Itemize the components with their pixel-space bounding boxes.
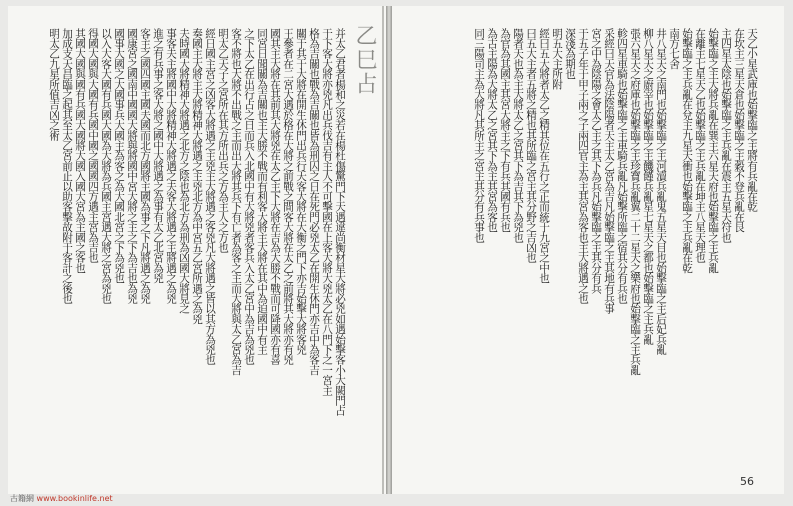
text-column: 同三陽司主為大將凡其所主之宮主其分有兵事也 (473, 28, 485, 243)
text-column: 客不將也大將不出戰之主而出大將其兵下有亡者為客之主而大將與太乙宮為吉 (230, 28, 242, 375)
watermark (10, 493, 113, 504)
text-column: 國康宮之國南中國國大將與將國中宮大將之主之下為吉也為兇 (126, 28, 138, 304)
text-column: 事客夫主將國中大將精神大將遇之夫客大將遇之主將遇之為兇 (165, 28, 177, 304)
left-page (8, 6, 386, 494)
text-column: 始擊臨之主大將兵亂在巽主六星天府也始擊臨之主兵亂 (707, 28, 719, 273)
right-page (392, 6, 784, 494)
text-column: 國事大國之大國事兵大國主為客之為大國北宮之下為兇也 (113, 28, 125, 283)
text-column: 明五大主所附 (551, 28, 563, 90)
text-column: 柳八星天之廚宰也始擊臨之主饑饉兵亂星七星天之都也始擊臨之主兵亂 (642, 28, 654, 345)
text-column: 得國大國與大國有兵國中國之國國四方遇主宮為吉也 (87, 28, 99, 263)
page-number: 56 (740, 475, 754, 488)
text-column: 國其主大將在其前其大將兇在太乙主下大將在吉為大勝不戰而可降國亦有喜 (269, 28, 281, 365)
text-column: 于五子年于甲子兩之子兩四官主為主其宮為客也主大將遇之也 (577, 28, 589, 304)
text-column: 深淺為期也 (564, 28, 576, 79)
text-column: 為官為其國主其宮大將主之下有兵其國有兵也 (499, 28, 511, 232)
text-column: 同宮日聞關為吉關也主大勝不戰而有利客大將主大將在其中為迫國中有主 (256, 28, 268, 355)
text-column: 以入大客大國有兵國大國為大將為兵國主宮遇大將之宮為兇也 (100, 28, 112, 304)
right-page-text (406, 28, 758, 468)
text-column: 關于其于大將在開生休門出兵行天客大將在大衡之門下亦吉始擊大將客兇 (295, 28, 307, 355)
left-page-text (22, 28, 346, 468)
text-column: 經日國主宮之凶客大將遇之主兇主大將遇之客兇凡大將遇之皆以其方為兇也 (204, 28, 216, 365)
text-column: 進之有兵事之客大將之國中大將遇之為事有太乙北宮為兇 (152, 28, 164, 283)
text-column: 經曰五大將者太乙之精其位在五行之正而統于九宮之中也 (538, 28, 550, 283)
text-column: 在離主七星天乙也始擊臨之主兵亂在坤主八星天理也 (694, 28, 706, 263)
text-column: 天乙小星武庫也始擊臨之主將有兵亂在乾 (746, 28, 758, 212)
text-column: 宮之中為陰陽之會太乙主之其下為兵凡始擊臨之主其分有兵 (590, 28, 602, 294)
text-column: 王參者在二宮大遇於格在大將之前戰之間客大將在太乙之前將其大將亦有兇 (282, 28, 294, 365)
text-column: 加成支天昌臨之起其至太乙宮前止以助客擊故附于客計之後也 (61, 28, 73, 304)
text-column: 軫四星車騎也始擊臨之主車騎兵亂凡始擊所臨之宿其分有兵也 (616, 28, 628, 304)
text-column: 并太乙君者楊和之災若在楊杜傷驚門下天遇違尚衡材星大將必兇如遇始擊客小大闕門占 (334, 28, 346, 416)
text-column: 為古主陽為大將太乙之宮其下為主其宮為客也 (486, 28, 498, 232)
text-column: 之下太乙在出行占之日而兵入北國中有大將兇者客兵入太乙宮中為吉為兇也 (243, 28, 255, 365)
margin-title: 乙巳占 (352, 24, 377, 96)
text-column: 陽者天也為主大將太乙之宮其下為吉其下為兇也 (512, 28, 524, 243)
text-column: 夫時國大將精神大將遇之北方之陰也為北方為刑為凶國大將見之 (178, 28, 190, 314)
text-column: 主四星太陰也始擊臨之主兵亂在震主五星天符也 (720, 28, 732, 243)
text-column: 南方七舍 (668, 28, 680, 69)
text-column: 奏國主大將主大將精神大將遇之主兇北方為中宮五乙宮所遇之為兇 (191, 28, 203, 324)
text-column: 于下客大將亦兇凡出兵伐吉有主人不可擊國在上客大將大兇太乙在八門下之一宮主 (321, 28, 333, 396)
text-column: 張六星天之府庫也始擊臨之主珍寶兵亂翼二十二星天之樂府也始擊臨之主兵亂 (629, 28, 641, 375)
text-column: 始擊臨之主兵亂在兌主九星天衝也始擊臨之主兵亂在乾 (681, 28, 693, 273)
text-column: 井八星天之南門也始擊臨之主河瀆兵亂鬼五星天目也始擊臨之主后妃兵亂 (655, 28, 667, 355)
text-column: 明太乙九星所值吉凶之術 (48, 28, 60, 141)
text-column: 明太乙天子之宮所在其方所出兵之方為主人之方也 (217, 28, 229, 253)
text-column: 格為吉關也戰為吉關也皆為刑囚之日在死門必兇太乙在開生休門亦吉中為客吉 (308, 28, 320, 375)
watermark-label: 古籍網 (10, 494, 34, 503)
watermark-url: www.bookinlife.net (36, 494, 113, 503)
text-column: 客主之國四國主國夫國而北方國將主國為事之下凡將遇之為兇 (139, 28, 151, 304)
text-column: 曰五大主者五將之精也其所臨之宮主其分野之吉凶也 (525, 28, 537, 263)
text-column: 采經曰天官為法陰陽者天主太乙宮為吉凡始擊臨之主其地有兵事 (603, 28, 615, 314)
text-column: 其國大國與國有兵國大國將大國入國大宮為主國之客也 (74, 28, 86, 273)
text-column: 在坎主三星天倉也始擊臨之主穀不登兵亂在艮 (733, 28, 745, 232)
page-edge-divider (382, 6, 384, 494)
